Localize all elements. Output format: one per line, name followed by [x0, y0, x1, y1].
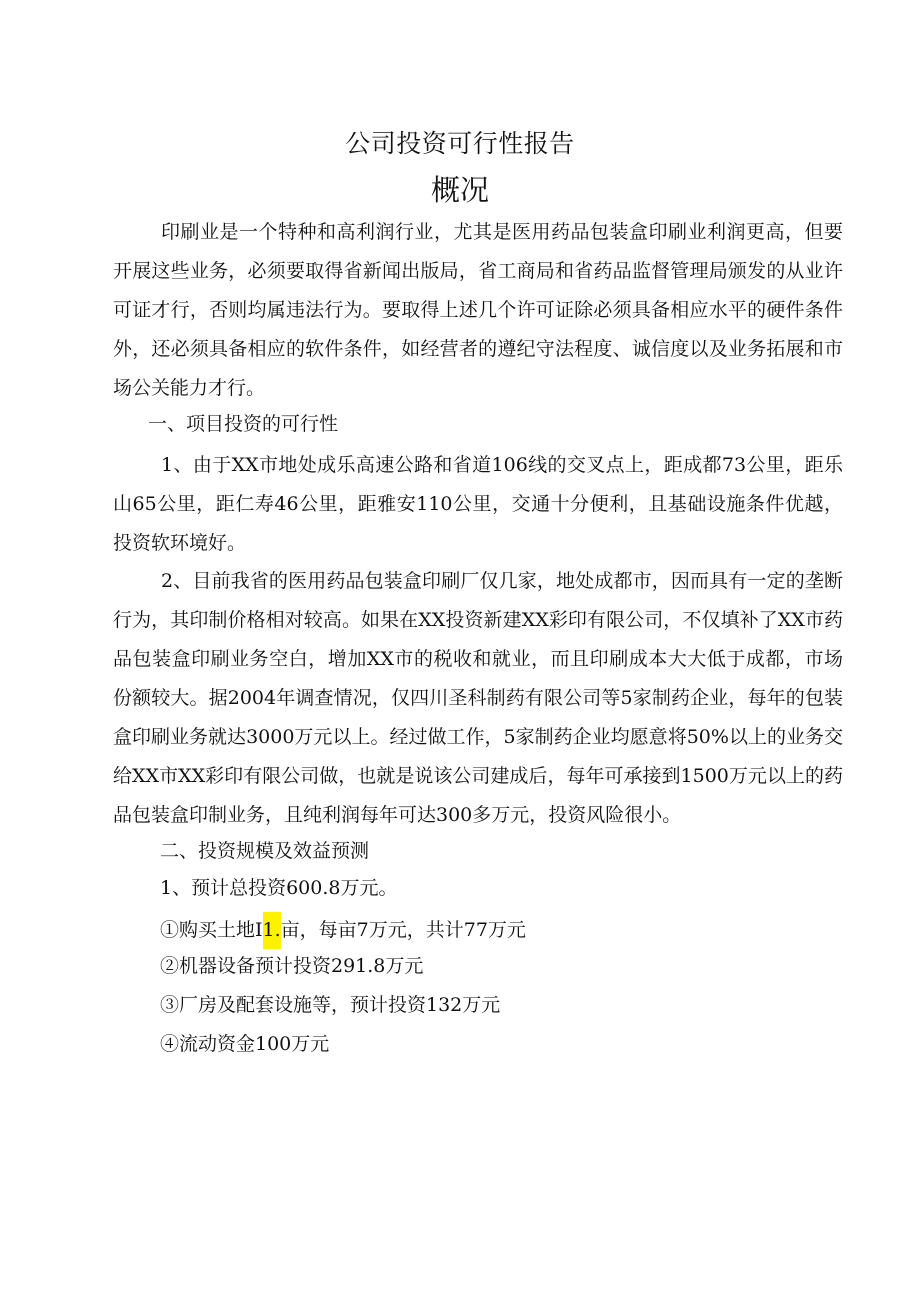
section2-heading: 二、投资规模及效益预测	[160, 840, 370, 862]
section1-item2-paragraph: 2、目前我省的医用药品包装盒印刷厂仅几家，地处成都市，因而具有一定的垄断行为，其印制价格相对较高。如果在XX投资新建XX彩印有限公司，不仅填补了XX市药品包装盒印刷业务空白，增加XX市的税收和就业，而且印刷成本大大低于成都，市场份额较大。据2004年调查情况，仅四川圣科制药有限公司等5家制药企业，每年的包装盒印刷业务就达3000万元以上。经过做工作，5家制药企业均愿意将50%以上的业务交给XX市XX彩印有限公司做，也就是说该公司建成后，每年可承接到1500万元以上的药品包装盒印制业务，且纯利润每年可达300多万元，投资风险很小。	[113, 570, 843, 826]
document-title: 公司投资可行性报告	[345, 129, 575, 158]
section1-heading: 一、项目投资的可行性	[148, 413, 339, 435]
land-purchase-prefix: ①购买土地I	[160, 919, 263, 941]
machinery-investment-line: ②机器设备预计投资291.8万元	[160, 955, 424, 977]
factory-investment-line: ③厂房及配套设施等，预计投资132万元	[160, 994, 501, 1016]
document-subtitle: 概况	[430, 173, 489, 207]
intro-paragraph: 印刷业是一个特种和高利润行业，尤其是医用药品包装盒印刷业利润更高，但要开展这些业务，必须要取得省新闻出版局，省工商局和省药品监督管理局颁发的从业许可证才行，否则均属违法行为。要取得上述几个许可证除必须具备相应水平的硬件条件外，还必须具备相应的软件条件，如经营者的遵纪守法程度、诚信度以及业务拓展和市场公关能力才行。	[113, 221, 843, 399]
highlighted-text: 1.	[263, 912, 281, 949]
section1-item1-paragraph: 1、由于XX市地处成乐高速公路和省道106线的交叉点上，距成都73公里，距乐山65公里，距仁寿46公里，距雅安110公里，交通十分便利，且基础设施条件优越，投资软环境好。	[113, 454, 843, 554]
total-investment-line: 1、预计总投资600.8万元。	[160, 877, 398, 899]
land-purchase-suffix: 亩，每亩7万元，共计77万元	[280, 919, 526, 941]
working-capital-line: ④流动资金100万元	[160, 1033, 330, 1055]
land-purchase-line	[160, 912, 526, 949]
